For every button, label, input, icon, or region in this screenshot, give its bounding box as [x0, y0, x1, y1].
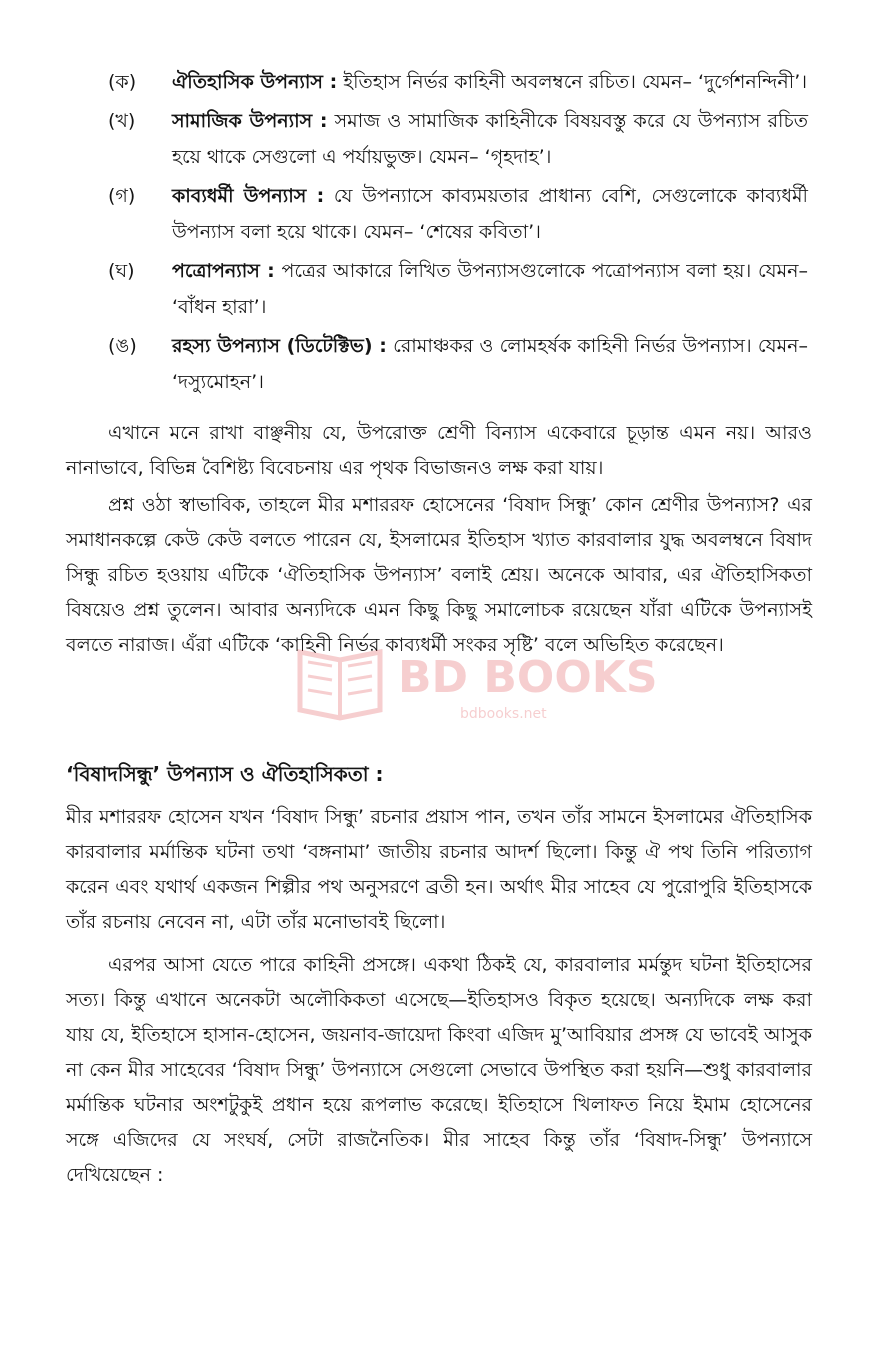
- list-item: [108, 178, 808, 250]
- list-item: [108, 253, 808, 325]
- body-paragraph: এরপর আসা যেতে পারে কাহিনী প্রসঙ্গে। একথা ঠিকই যে, কারবালার মর্মন্তুদ ঘটনা ইতিহাসের সত্য। কিন্তু এখানে অনেকটা অলৌকিকতা এসেছে—ইতিহাসও বিকৃত হয়েছে। অন্যদিকে লক্ষ করা যায় যে, ইতিহাসে হাসান-হোসেন, জয়নাব-জায়েদা কিংবা এজিদ মু’আবিয়ার প্রসঙ্গ যে ভাবেই আসুক না কেন মীর সাহেবের ‘বিষাদ সিন্ধু’ উপন্যাসে সেগুলো সেভাবে উপস্থিত করা হয়নি—শুধু কারবালার মর্মান্তিক ঘটনার অংশটুকুই প্রধান হয়ে রূপলাভ করেছে। ইতিহাসে খিলাফত নিয়ে ইমাম হোসেনের সঙ্গে এজিদের যে সংঘর্ষ, সেটা রাজনৈতিক। মীর সাহেব কিন্তু তাঁর ‘বিষাদ-সিন্ধু’ উপন্যাসে দেখিয়েছেন :: [66, 954, 812, 1186]
- list-marker: (ক): [108, 71, 137, 93]
- watermark-brand: BD BOOKS: [398, 652, 658, 703]
- definition-text: [172, 328, 808, 400]
- definition-description: রোমাঞ্চকর ও লোমহর্ষক কাহিনী নির্ভর উপন্যাস। যেমন– ‘দস্যুমোহন’।: [172, 335, 808, 393]
- definition-text: [172, 103, 808, 175]
- list-marker: (খ): [108, 110, 136, 132]
- definition-term: কাব্যধর্মী উপন্যাস :: [172, 185, 325, 207]
- definition-description: সমাজ ও সামাজিক কাহিনীকে বিষয়বস্তু করে যে উপন্যাস রচিত হয়ে থাকে সেগুলো এ পর্যায়ভুক্ত। যেমন– ‘গৃহদাহ’।: [172, 110, 808, 168]
- watermark-site: bdbooks.net: [460, 706, 547, 722]
- definition-description: পত্রের আকারে লিখিত উপন্যাসগুলোকে পত্রোপন্যাস বলা হয়। যেমন– ‘বাঁধন হারা’।: [172, 260, 809, 318]
- body-paragraph: প্রশ্ন ওঠা স্বাভাবিক, তাহলে মীর মশাররফ হোসেনের ‘বিষাদ সিন্ধু’ কোন শ্রেণীর উপন্যাস? এর সমাধানকল্পে কেউ কেউ বলতে পারেন যে, ইসলামের ইতিহাস খ্যাত কারবালার যুদ্ধ অবলম্বনে বিষাদ সিন্ধু রচিত হওয়ায় এটিকে ‘ঐতিহাসিক উপন্যাস’ বলাই শ্রেয়। অনেকে আবার, এর ঐতিহাসিকতা বিষয়েও প্রশ্ন তুলেন। আবার অন্যদিকে এমন কিছু কিছু সমালোচক রয়েছেন যাঁরা এটিকে উপন্যাসই বলতে নারাজ। এঁরা এটিকে ‘কাহিনী নির্ভর কাব্যধর্মী সংকর সৃষ্টি’ বলে অভিহিত করেছেন।: [66, 494, 812, 656]
- definition-text: [172, 64, 808, 100]
- definition-term: পত্রোপন্যাস :: [172, 260, 275, 282]
- novel-type-list: [108, 64, 808, 403]
- definition-description: ইতিহাস নির্ভর কাহিনী অবলম্বনে রচিত। যেমন– ‘দুর্গেশনন্দিনী’।: [343, 71, 808, 93]
- definition-text: [172, 253, 808, 325]
- list-item: [108, 328, 808, 400]
- section-heading: ‘বিষাদসিন্ধু’ উপন্যাস ও ঐতিহাসিকতা :: [66, 762, 384, 786]
- list-item: [108, 103, 808, 175]
- list-item: [108, 64, 808, 100]
- body-paragraph: মীর মশাররফ হোসেন যখন ‘বিষাদ সিন্ধু’ রচনার প্রয়াস পান, তখন তাঁর সামনে ইসলামের ঐতিহাসিক কারবালার মর্মান্তিক ঘটনা তথা ‘বঙ্গনামা’ জাতীয় রচনার আদর্শ ছিলো। কিন্তু ঐ পথ তিনি পরিত্যাগ করেন এবং যথার্থ একজন শিল্পীর পথ অনুসরণে ব্রতী হন। অর্থাৎ মীর সাহেব যে পুরোপুরি ইতিহাসকে তাঁর রচনায় নেবেন না, এটা তাঁর মনোভাবই ছিলো।: [66, 806, 812, 933]
- list-marker: (ঘ): [108, 260, 135, 282]
- list-marker: (গ): [108, 185, 136, 207]
- definition-term: রহস্য উপন্যাস (ডিটেক্টিভ) :: [172, 335, 387, 357]
- definition-term: সামাজিক উপন্যাস :: [172, 110, 328, 132]
- body-paragraph: এখানে মনে রাখা বাঞ্ছনীয় যে, উপরোক্ত শ্রেণী বিন্যাস একেবারে চূড়ান্ত এমন নয়। আরও নানাভাবে, বিভিন্ন বৈশিষ্ট্য বিবেচনায় এর পৃথক বিভাজনও লক্ষ করা যায়।: [66, 422, 812, 479]
- list-marker: (ঙ): [108, 335, 137, 357]
- definition-description: যে উপন্যাসে কাব্যময়তার প্রাধান্য বেশি, সেগুলোকে কাব্যধর্মী উপন্যাস বলা হয়ে থাকে। যেমন– ‘শেষের কবিতা’।: [172, 185, 808, 243]
- definition-text: [172, 178, 808, 250]
- definition-term: ঐতিহাসিক উপন্যাস :: [172, 71, 338, 93]
